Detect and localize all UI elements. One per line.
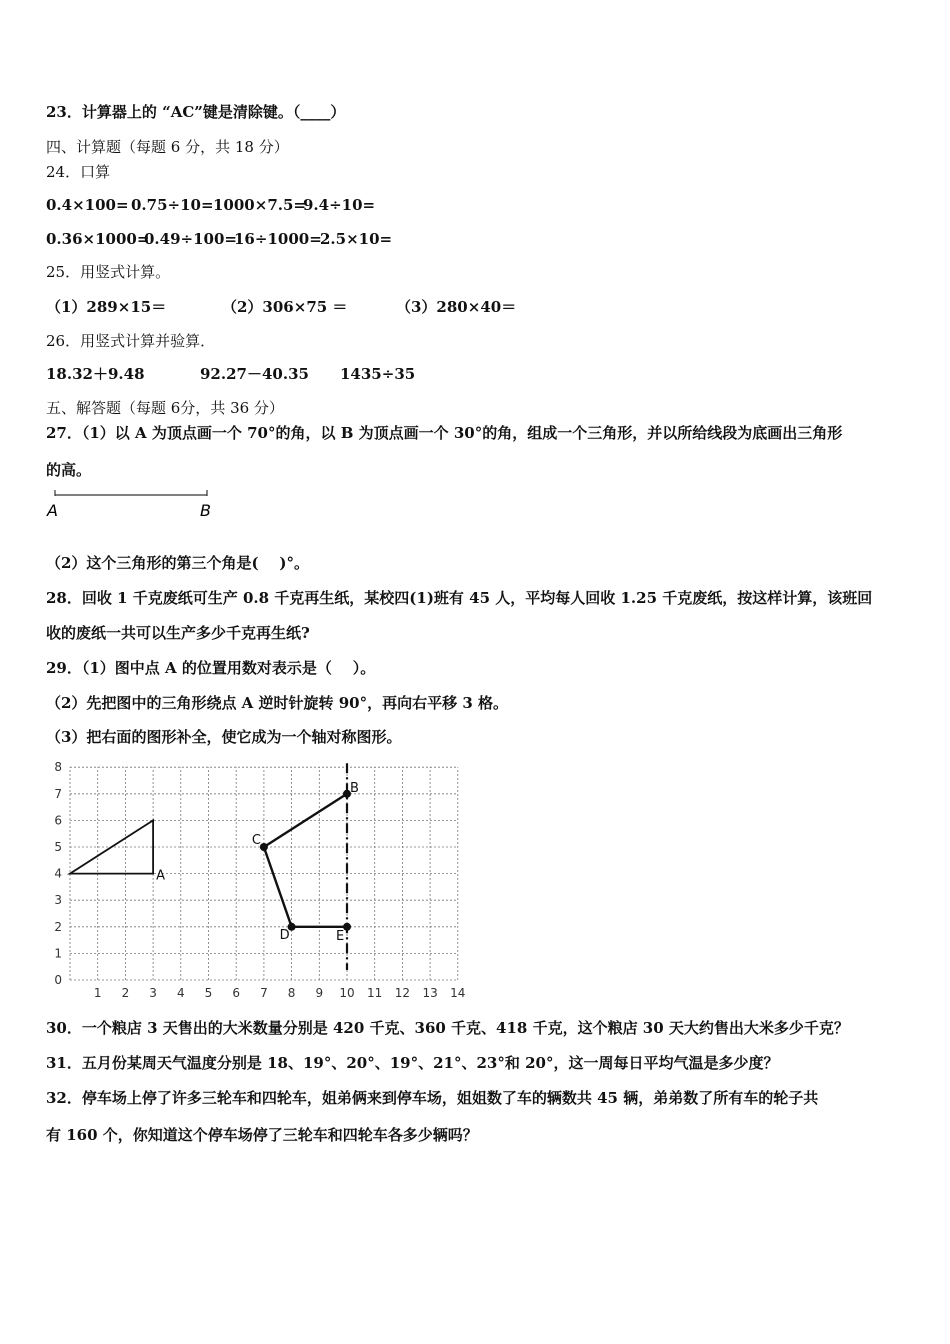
segment-ab-figure (40, 484, 230, 524)
q25-item: （1）289×15＝ (46, 298, 167, 316)
section-4-heading: 四、计算题（每题 6 分，共 18 分） (46, 138, 289, 156)
y-tick-label: 0 (54, 973, 62, 987)
q24-item: 0.36×1000= (46, 230, 150, 248)
question-31: 31．五月份某周天气温度分别是 18、19°、20°、19°、21°、23°和 20°，这一周每日平均气温是多少度？ (46, 1054, 779, 1072)
q24-item: 0.4×100= (46, 196, 129, 214)
y-tick-label: 8 (54, 760, 62, 775)
x-tick-label: 7 (260, 986, 268, 1000)
section-5-heading: 五、解答题（每题 6分，共 36 分） (46, 399, 284, 417)
q24-item: 0.49÷100= (144, 230, 237, 248)
y-tick-label: 5 (54, 840, 62, 854)
y-tick-label: 4 (54, 866, 62, 881)
y-tick-label: 6 (54, 813, 62, 828)
question-32-line-2: 有 160 个，你知道这个停车场停了三轮车和四轮车各多少辆吗？ (46, 1126, 478, 1144)
coordinate-grid-figure (50, 758, 475, 1003)
y-tick-label: 7 (54, 786, 62, 801)
x-tick-label: 2 (121, 986, 130, 1000)
y-tick-label: 1 (54, 946, 62, 961)
question-25-title: 25．用竖式计算。 (46, 263, 171, 281)
point-label-e: E (336, 928, 345, 944)
q25-item: （3）280×40＝ (396, 298, 517, 316)
question-23: 23．计算器上的 “AC”键是清除键。（____） (46, 103, 346, 121)
x-tick-label: 5 (204, 986, 213, 1000)
half-figure-polyline (264, 794, 347, 927)
q24-item: 16÷1000= (234, 230, 322, 248)
x-tick-label: 6 (232, 986, 241, 1000)
x-tick-label: 8 (287, 986, 296, 1000)
q25-item: （2）306×75 ＝ (222, 298, 348, 316)
point-label-c: C (251, 833, 261, 848)
q24-item: 1000×7.5= (213, 196, 306, 214)
q24-item: 0.75÷10= (131, 196, 214, 214)
x-tick-label: 3 (149, 986, 157, 1000)
point-label-a: A (156, 868, 166, 884)
x-tick-label: 10 (339, 986, 355, 1000)
x-tick-label: 4 (176, 986, 185, 1000)
q24-item: 2.5×10= (320, 230, 393, 248)
q26-item: 18.32＋9.48 (46, 365, 145, 383)
q26-item: 1435÷35 (340, 365, 416, 383)
question-27-line-1: 27．（1）以 A 为顶点画一个 70°的角，以 B 为顶点画一个 30°的角，组成一个三角形，并以所给线段为底画出三角形 (46, 424, 843, 442)
question-29-line-1: 29．（1）图中点 A 的位置用数对表示是（ ）。 (46, 659, 376, 677)
q26-item: 92.27－40.35 (200, 365, 309, 383)
x-tick-label: 13 (422, 986, 438, 1000)
q24-item: 9.4÷10= (303, 196, 376, 214)
question-27-part-2: （2）这个三角形的第三个角是( )°。 (46, 554, 310, 572)
x-tick-label: 11 (367, 986, 383, 1000)
point-label-d: D (279, 927, 290, 943)
y-tick-label: 3 (54, 893, 62, 908)
x-tick-label: 14 (450, 986, 466, 1000)
point-label-b: B (350, 780, 359, 796)
question-28-line-2: 收的废纸一共可以生产多少千克再生纸? (46, 624, 310, 642)
point-c (260, 843, 268, 851)
y-tick-label: 2 (54, 919, 62, 934)
label-b: B (200, 501, 211, 520)
question-26-title: 26．用竖式计算并验算． (46, 332, 216, 350)
x-tick-label: 1 (93, 986, 102, 1000)
question-29-line-2: （2）先把图中的三角形绕点 A 逆时针旋转 90°，再向右平移 3 格。 (46, 694, 508, 712)
question-28-line-1: 28．回收 1 千克废纸可生产 0.8 千克再生纸，某校四(1)班有 45 人，平均每人回收 1.25 千克废纸，按这样计算，该班回 (46, 589, 873, 607)
question-24-title: 24．口算 (46, 163, 111, 181)
question-29-line-3: （3）把右面的图形补全，使它成为一个轴对称图形。 (46, 728, 402, 746)
question-32-line-1: 32．停车场上停了许多三轮车和四轮车，姐弟俩来到停车场，姐姐数了车的辆数共 45 辆，弟弟数了所有车的轮子共 (46, 1089, 819, 1107)
x-tick-label: 9 (315, 986, 324, 1000)
question-27-line-2: 的高。 (46, 461, 92, 479)
label-a: A (47, 501, 58, 520)
question-30: 30．一个粮店 3 天售出的大米数量分别是 420 千克、360 千克、418 千克，这个粮店 30 天大约售出大米多少千克？ (46, 1019, 849, 1037)
x-tick-label: 12 (394, 986, 411, 1000)
